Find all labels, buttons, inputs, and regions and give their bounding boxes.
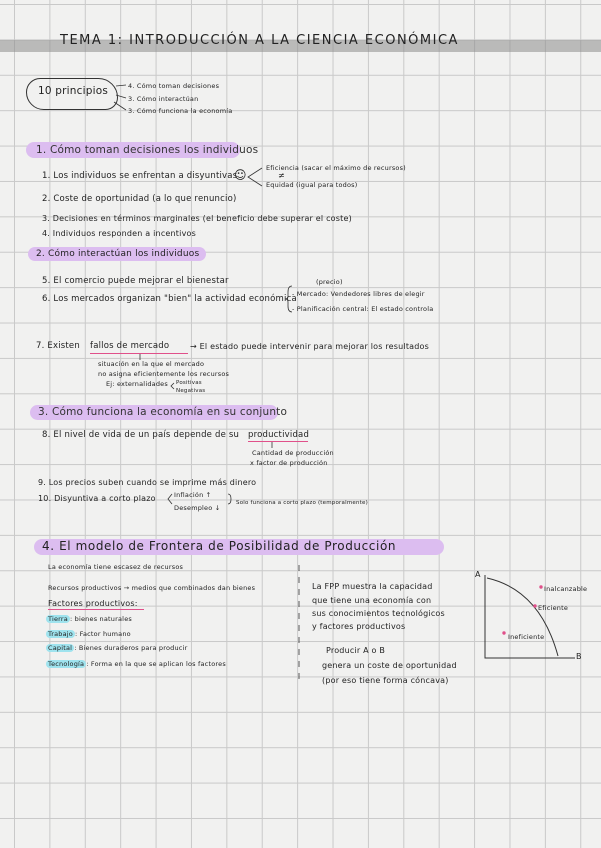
item7-pos: Positivas (176, 380, 202, 386)
principios-branch: 4. Cómo toman decisiones (128, 82, 220, 90)
list-item: 6. Los mercados organizan "bien" la actividad económica (42, 294, 297, 304)
person-icon: ☺ (234, 168, 247, 182)
list-item: 9. Los precios suben cuando se imprime más dinero (38, 478, 257, 487)
efficiency-note: Eficiencia (sacar el máximo de recursos) (266, 164, 406, 172)
neq-sign: ≠ (278, 171, 285, 180)
item8-word: productividad (248, 430, 310, 440)
branch-arrow (114, 102, 126, 110)
ineficiente-dot (502, 631, 505, 634)
fpp-text: sus conocimientos tecnológicos (312, 609, 445, 618)
factor-desc: : Forma en la que se aplican los factores (86, 660, 226, 668)
factor-name: Trabajo (48, 630, 73, 638)
principios-branch: 3. Cómo interactúan (128, 95, 199, 103)
disyuntiva-bracket (168, 494, 172, 504)
page-title: TEMA 1: INTRODUCCIÓN A LA CIENCIA ECONÓMICA (60, 33, 459, 48)
item7-def: situación en la que el mercado (98, 360, 205, 368)
list-item: 10. Disyuntiva a corto plazo (38, 494, 156, 503)
axis-b-label: B (576, 652, 582, 661)
list-item: 4. Individuos responden a incentivos (42, 229, 196, 238)
desempleo-note: Desempleo ↓ (174, 504, 221, 512)
corto-note: Solo funciona a corto plazo (temporalmente) (236, 500, 368, 506)
ineficiente-label: Ineficiente (508, 633, 545, 641)
item7-prefix: 7. Existen (36, 341, 80, 351)
fpp-axes (485, 575, 575, 658)
fpp-curve (487, 578, 558, 656)
item7-def: Ej: externalidades (106, 380, 168, 388)
prod-note: x factor de producción (250, 459, 328, 467)
item7-suffix: → El estado puede intervenir para mejorar los resultados (190, 342, 430, 351)
section1-heading: 1. Cómo toman decisiones los individuos (36, 144, 259, 156)
list-item: 1. Los individuos se enfrentan a disyuntivas (42, 171, 238, 181)
brace-item: - Planificación central: El estado controla (292, 305, 434, 313)
section3-heading: 3. Cómo funciona la economía en su conjunto (38, 406, 288, 418)
brace-top: (precio) (316, 278, 343, 286)
inflacion-note: Inflación ↑ (174, 491, 212, 499)
fpp-left-line: La economía tiene escasez de recursos (48, 563, 184, 571)
fpp-left-line: Factores productivos: (48, 599, 138, 608)
factor-desc: : Bienes duraderos para producir (74, 644, 188, 652)
factor-name: Tecnología (48, 660, 85, 668)
brace-item: - Mercado: Vendedores libres de elegir (292, 290, 425, 298)
principios-label: 10 principios (38, 85, 109, 97)
fpp-text: La FPP muestra la capacidad (312, 582, 433, 591)
axis-a-label: A (475, 570, 481, 579)
factor-name: Capital (48, 644, 73, 652)
fpp-text: y factores productivos (312, 622, 406, 631)
prod-note: Cantidad de producción (252, 449, 334, 457)
inalcanzable-label: Inalcanzable (544, 585, 588, 593)
list-item: 2. Coste de oportunidad (a lo que renuncio) (42, 194, 237, 204)
item7-def: no asigna eficientemente los recursos (98, 370, 230, 378)
branch-arrow (116, 95, 126, 98)
list-item: 3. Decisiones en términos marginales (el beneficio debe superar el coste) (42, 214, 352, 223)
branch-arrow (116, 85, 126, 86)
inalcanzable-dot (539, 585, 542, 588)
principios-branch: 3. Cómo funciona la economía (128, 107, 233, 115)
eficiente-dot (533, 604, 536, 607)
item7-fallos: fallos de mercado (90, 341, 170, 351)
factor-desc: : Factor humano (74, 630, 131, 638)
ext-bracket (171, 383, 174, 389)
section4-heading: 4. El modelo de Frontera de Posibilidad de Producción (42, 539, 397, 553)
item7-neg: Negativas (176, 388, 206, 394)
item8-prefix: 8. El nivel de vida de un país depende de su (42, 430, 240, 440)
list-item: 5. El comercio puede mejorar el bienestar (42, 276, 229, 286)
prod-ab: (por eso tiene forma cóncava) (322, 676, 449, 685)
prod-ab: Producir A o B (326, 646, 386, 655)
fpp-text: que tiene una economía con (312, 596, 432, 605)
equity-note: Equidad (igual para todos) (266, 181, 358, 189)
eficiente-label: Eficiente (538, 604, 569, 612)
section2-brace (285, 286, 292, 312)
inflacion-bracket (228, 494, 231, 504)
factor-desc: : bienes naturales (70, 615, 132, 623)
factor-name: Tierra (48, 615, 68, 623)
fpp-left-line: Recursos productivos → medios que combinados dan bienes (48, 584, 256, 592)
section2-heading: 2. Cómo interactúan los individuos (36, 249, 200, 259)
prod-ab: genera un coste de oportunidad (322, 661, 457, 670)
choice-bracket (248, 168, 262, 186)
